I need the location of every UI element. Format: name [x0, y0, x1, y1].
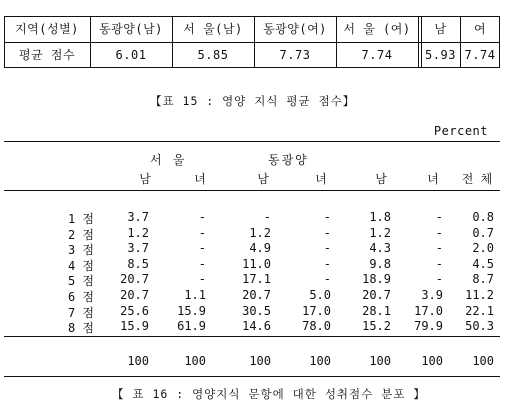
- table-16-caption: 【 표 16 : 영양지식 문항에 대한 성취점수 분포 】: [112, 387, 426, 401]
- table-cell: 22.1: [465, 303, 494, 318]
- group-header-donggwangyang: 동광양: [268, 153, 309, 167]
- table-row: [0, 241, 514, 256]
- table-cell: 78.0: [302, 319, 331, 334]
- total-cell: 100: [369, 354, 391, 368]
- value-seoul-female: 7.74: [361, 48, 393, 62]
- table-cell: -: [198, 256, 206, 271]
- table-cell: -: [435, 256, 443, 271]
- table-cell: 20.7: [242, 288, 271, 302]
- table-cell: 1.8: [369, 210, 391, 224]
- subheader-dg-female: 녀: [315, 172, 327, 186]
- table-cell: 3.7: [127, 241, 149, 256]
- row-label-average-score: 평균 점수: [18, 48, 76, 62]
- total-cell: 100: [472, 354, 494, 368]
- row-label: 4 점: [67, 258, 94, 273]
- table-cell: 1.1: [184, 288, 206, 302]
- unit-label: Percent: [433, 124, 488, 138]
- table-cell: 30.5: [242, 303, 271, 318]
- table-cell: 61.9: [177, 319, 206, 334]
- table-cell: 4.9: [249, 241, 271, 256]
- table-cell: 11.2: [465, 288, 494, 302]
- header-region-sex: 지역(성별): [15, 22, 79, 36]
- table-row: [0, 257, 514, 272]
- total-cell: 100: [127, 354, 149, 368]
- table-cell: 20.7: [120, 272, 149, 287]
- table-cell: -: [198, 225, 206, 240]
- value-seoul-male: 5.85: [197, 48, 229, 62]
- table-cell: -: [435, 210, 443, 224]
- table-row: [0, 319, 514, 334]
- table-cell: 1.2: [369, 225, 391, 240]
- table-cell: 0.7: [472, 225, 494, 240]
- table-16-bottom-rule: [4, 376, 500, 377]
- header-donggwangyang-male: 동광양(남): [99, 22, 163, 36]
- table-cell: 4.3: [369, 241, 391, 256]
- table-cell: -: [435, 272, 443, 287]
- table-cell: -: [323, 272, 331, 287]
- table-cell: -: [198, 241, 206, 256]
- table-row: [0, 288, 514, 303]
- table-cell: 15.2: [362, 319, 391, 334]
- table-cell: 14.6: [242, 319, 271, 334]
- row-label: 3 점: [67, 243, 94, 258]
- table-cell: 1.2: [127, 225, 149, 240]
- table-cell: -: [323, 210, 331, 224]
- table-cell: 1.2: [249, 225, 271, 240]
- subheader-dg-male: 남: [257, 172, 269, 186]
- table-cell: 17.0: [302, 303, 331, 318]
- row-label: 6 점: [67, 290, 94, 304]
- total-cell: 100: [421, 354, 443, 368]
- table-cell: 8.7: [472, 272, 494, 287]
- table-cell: 20.7: [362, 288, 391, 302]
- table-cell: 17.1: [242, 272, 271, 287]
- table-cell: 25.6: [120, 303, 149, 318]
- row-label: 7 점: [67, 305, 94, 320]
- table-15-caption: 【표 15 : 영양 지식 평균 점수】: [150, 94, 356, 108]
- table-row: [0, 272, 514, 287]
- header-male: 남: [434, 22, 447, 36]
- total-cell: 100: [309, 354, 331, 368]
- header-female: 여: [473, 22, 487, 36]
- subheader-all-female: 녀: [427, 172, 439, 186]
- table-cell: 50.3: [465, 319, 494, 334]
- table-cell: 17.0: [414, 303, 443, 318]
- table-cell: 4.5: [472, 256, 494, 271]
- table-cell: 20.7: [120, 288, 149, 302]
- table-cell: 3.9: [421, 288, 443, 302]
- table-cell: -: [435, 225, 443, 240]
- subheader-all-male: 남: [375, 172, 387, 186]
- table-cell: 15.9: [120, 319, 149, 334]
- table-cell: -: [323, 241, 331, 256]
- table-16-header-rule: [4, 190, 500, 191]
- row-label: 5 점: [67, 274, 94, 289]
- group-header-seoul: 서 울: [150, 153, 187, 167]
- table-16-sum-rule: [4, 336, 500, 337]
- table-cell: -: [323, 256, 331, 271]
- table-row: [0, 304, 514, 319]
- table-cell: 9.8: [369, 256, 391, 271]
- header-seoul-female: 서 울 (여): [343, 22, 411, 36]
- table-cell: -: [263, 210, 271, 224]
- value-male: 5.93: [425, 48, 456, 62]
- table-cell: 0.8: [472, 210, 494, 224]
- row-label: 8 점: [67, 321, 94, 336]
- header-seoul-male: 서 울(남): [183, 22, 243, 36]
- table-cell: -: [435, 241, 443, 256]
- table-cell: 2.0: [472, 241, 494, 256]
- table-cell: 5.0: [309, 288, 331, 302]
- table-cell: -: [198, 272, 206, 287]
- table-16-top-rule: [4, 141, 500, 142]
- subheader-seoul-female: 녀: [194, 172, 206, 186]
- value-female: 7.74: [464, 48, 496, 62]
- header-donggwangyang-female: 동광양(여): [263, 22, 327, 36]
- table-cell: 3.7: [127, 210, 149, 224]
- total-cell: 100: [184, 354, 206, 368]
- value-donggwangyang-male: 6.01: [115, 48, 147, 62]
- total-cell: 100: [249, 354, 271, 368]
- table-cell: 28.1: [362, 303, 391, 318]
- table-cell: 8.5: [127, 256, 149, 271]
- table-15: [4, 16, 500, 68]
- table-cell: -: [323, 225, 331, 240]
- table-cell: 15.9: [177, 303, 206, 318]
- value-donggwangyang-female: 7.73: [279, 48, 311, 62]
- table-cell: 18.9: [362, 272, 391, 287]
- table-row: [0, 226, 514, 241]
- table-row: [0, 210, 514, 225]
- table-cell: 11.0: [242, 256, 271, 271]
- table-cell: 79.9: [414, 319, 443, 334]
- row-label: 2 점: [67, 227, 94, 242]
- table-cell: -: [198, 210, 206, 224]
- row-label: 1 점: [67, 212, 94, 226]
- subheader-seoul-male: 남: [139, 172, 151, 186]
- subheader-total: 전 체: [461, 172, 493, 186]
